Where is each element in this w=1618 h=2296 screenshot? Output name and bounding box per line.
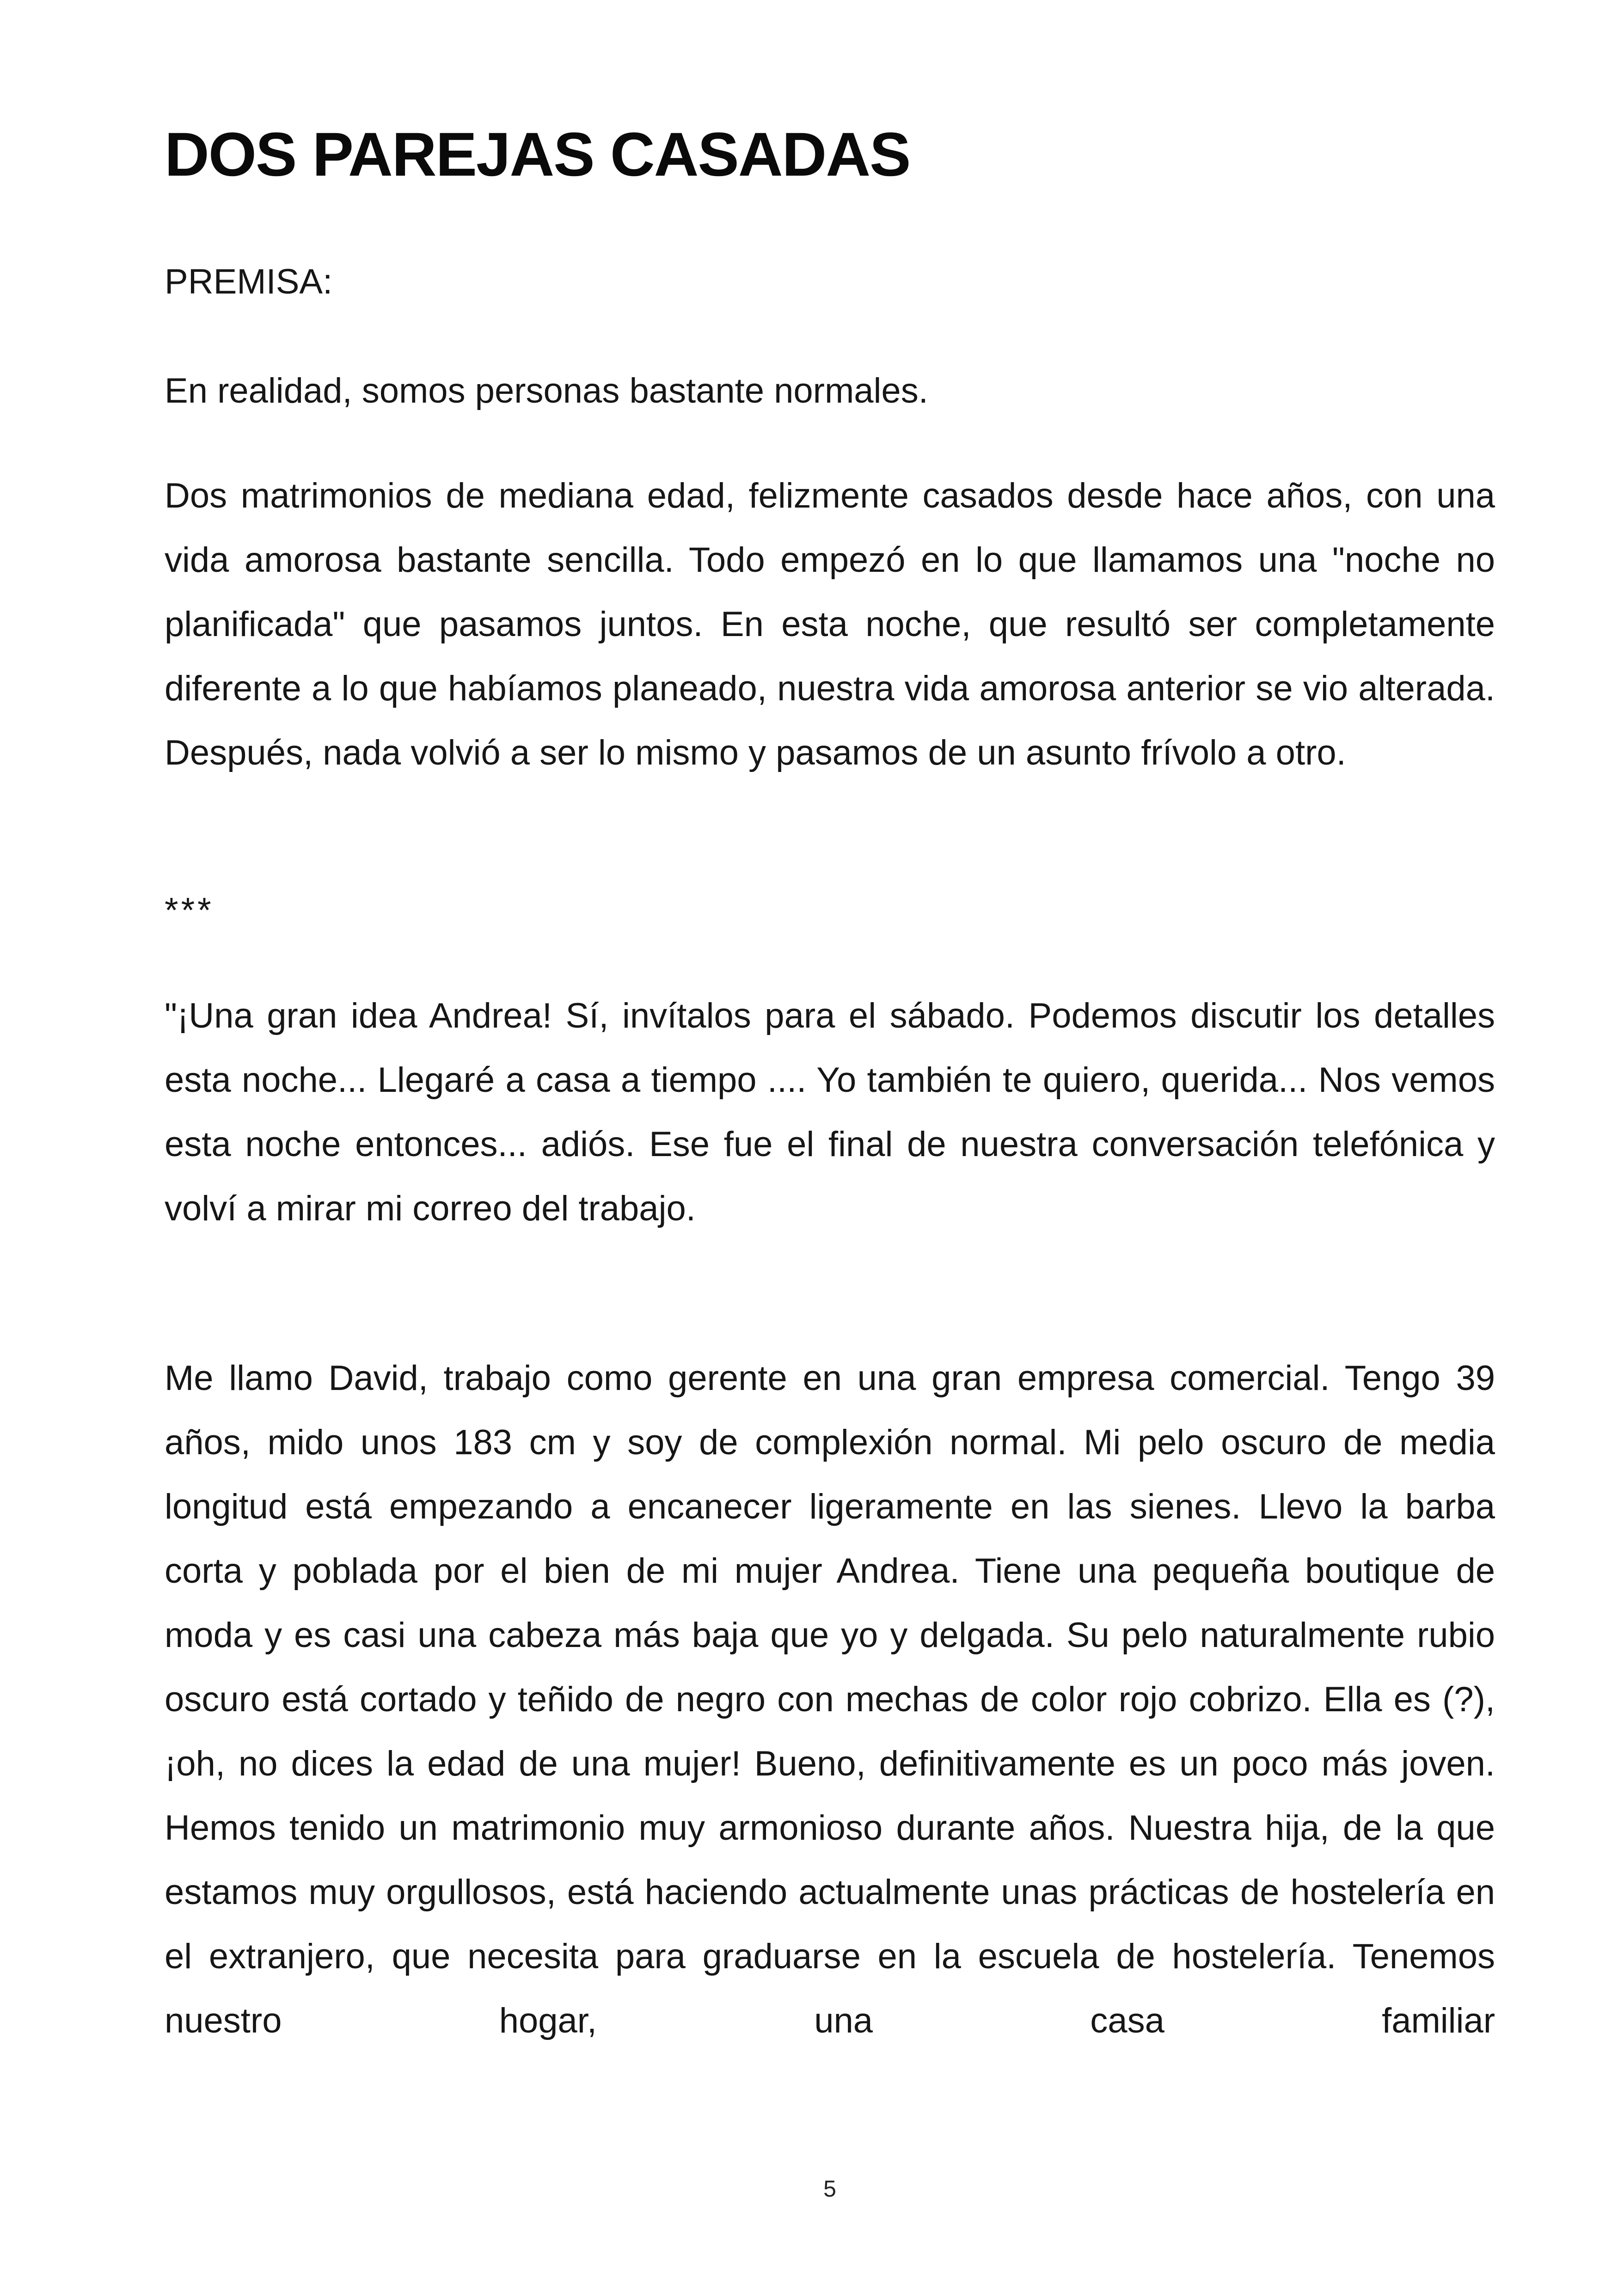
- premise-label: [165, 250, 1495, 314]
- paragraph-premise: [165, 464, 1495, 785]
- separator-text: ***: [165, 891, 214, 930]
- paragraph-david: [165, 1346, 1495, 2053]
- page-number: 5: [823, 2176, 836, 2202]
- paragraph-intro: [165, 359, 1495, 423]
- paragraph-text: Me llamo David, trabajo como gerente en una gran empresa comercial. Tengo 39 años, mido unos 183 cm y soy de complexión normal. Mi pelo oscuro de media longitud está empezando a encanecer ligeramente en las sienes. Llevo la barba corta y poblada por el bien de mi mujer Andrea. Tiene una pequeña boutique de moda y es casi una cabeza más baja que yo y delgada. Su pelo naturalmente rubio oscuro está cortado y teñido de negro con mechas de color rojo cobrizo. Ella es (?), ¡oh, no dices la edad de una mujer! Bueno, definitivamente es un poco más joven. Hemos tenido un matrimonio muy armonioso durante años. Nuestra hija, de la que estamos muy orgullosos, está haciendo actualmente unas prácticas de hostelería en el extranjero, que necesita para graduarse en la escuela de hostelería. Tenemos nuestro hogar, una casa familiar: [165, 1359, 1495, 2040]
- premise-label-text: PREMISA:: [165, 262, 333, 301]
- paragraph-text: En realidad, somos personas bastante normales.: [165, 371, 928, 410]
- section-separator: [165, 878, 1495, 943]
- paragraph-phone-call: [165, 984, 1495, 1241]
- document-page: [165, 0, 1495, 2296]
- paragraph-text: Dos matrimonios de mediana edad, felizmente casados desde hace años, con una vida amorosa bastante sencilla. Todo empezó en lo que llamamos una "noche no planificada" que pasamos juntos. En esta noche, que resultó ser completamente diferente a lo que habíamos planeado, nuestra vida amorosa anterior se vio alterada. Después, nada volvió a ser lo mismo y pasamos de un asunto frívolo a otro.: [165, 476, 1495, 772]
- paragraph-text: "¡Una gran idea Andrea! Sí, invítalos para el sábado. Podemos discutir los detalles esta noche... Llegaré a casa a tiempo .... Yo también te quiero, querida... Nos vemos esta noche entonces... adiós. Ese fue el final de nuestra conversación telefónica y volví a mirar mi correo del trabajo.: [165, 996, 1495, 1228]
- chapter-title: DOS PAREJAS CASADAS: [165, 120, 910, 189]
